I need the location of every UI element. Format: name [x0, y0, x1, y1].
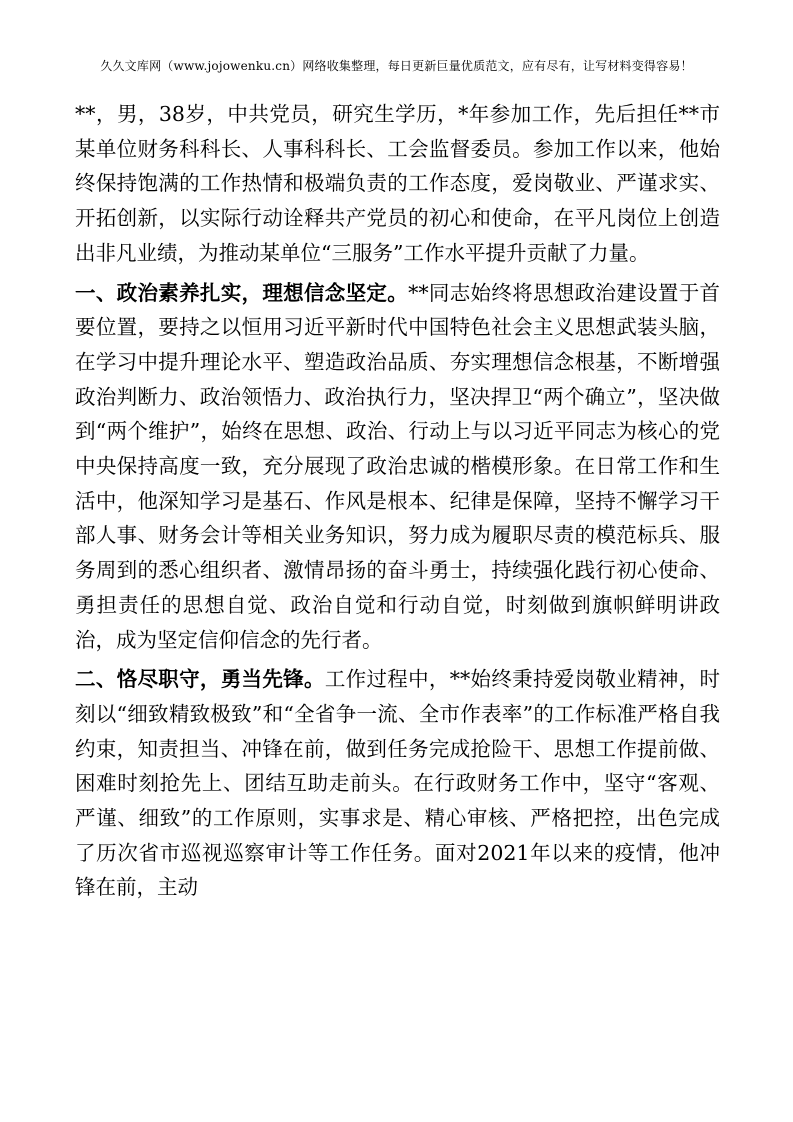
paragraph-text: **，男，38岁，中共党员，研究生学历，*年参加工作，先后担任**市某单位财务科科长、人事科科长、工会监督委员。参加工作以来，他始终保持饱满的工作热情和极端负责的工作态度，爱岗敬业、严谨求实、开拓创新，以实际行动诠释共产党员的初心和使命，在平凡岗位上创造出非凡业绩，为推动某单位“三服务”工作水平提升贡献了力量。	[75, 102, 720, 265]
page-header-banner: 久久文库网（www.jojowenku.cn）网络收集整理，每日更新巨量优质范文，应有尽有，让写材料变得容易！	[100, 59, 693, 73]
section-heading-political: 一、政治素养扎实，理想信念坚定。	[75, 280, 409, 305]
paragraph-text: **同志始终将思想政治建设置于首要位置，要持之以恒用习近平新时代中国特色社会主义思想武装头脑，在学习中提升理论水平、塑造政治品质、夯实理想信念根基，不断增强政治判断力、政治领悟力、政治执行力，坚决捍卫“两个确立”，坚决做到“两个维护”，始终在思想、政治、行动上与以习近平同志为核心的党中央保持高度一致，充分展现了政治忠诚的楷模形象。在日常工作和生活中，他深知学习是基石、作风是根本、纪律是保障，坚持不懈学习干部人事、财务会计等相关业务知识，努力成为履职尽责的模范标兵、服务周到的悉心组织者、激情昂扬的奋斗勇士，持续强化践行初心使命、勇担责任的思想自觉、政治自觉和行动自觉，时刻做到旗帜鲜明讲政治，成为坚定信仰信念的先行者。	[75, 280, 721, 652]
section-paragraph-political	[75, 276, 720, 658]
intro-paragraph	[75, 97, 720, 271]
section-paragraph-duty	[75, 662, 720, 905]
document-body	[75, 97, 720, 910]
section-heading-duty: 二、恪尽职守，勇当先锋。	[75, 667, 325, 692]
paragraph-text: 工作过程中，**始终秉持爱岗敬业精神，时刻以“细致精致极致”和“全省争一流、全市作表率”的工作标准严格自我约束，知责担当、冲锋在前，做到任务完成抢险干、思想工作提前做、困难时刻抢先上、团结互助走前头。在行政财务工作中，坚守“客观、严谨、细致”的工作原则，实事求是、精心审核、严格把控，出色完成了历次省市巡视巡察审计等工作任务。面对2021年以来的疫情，他冲锋在前，主动	[75, 667, 721, 900]
